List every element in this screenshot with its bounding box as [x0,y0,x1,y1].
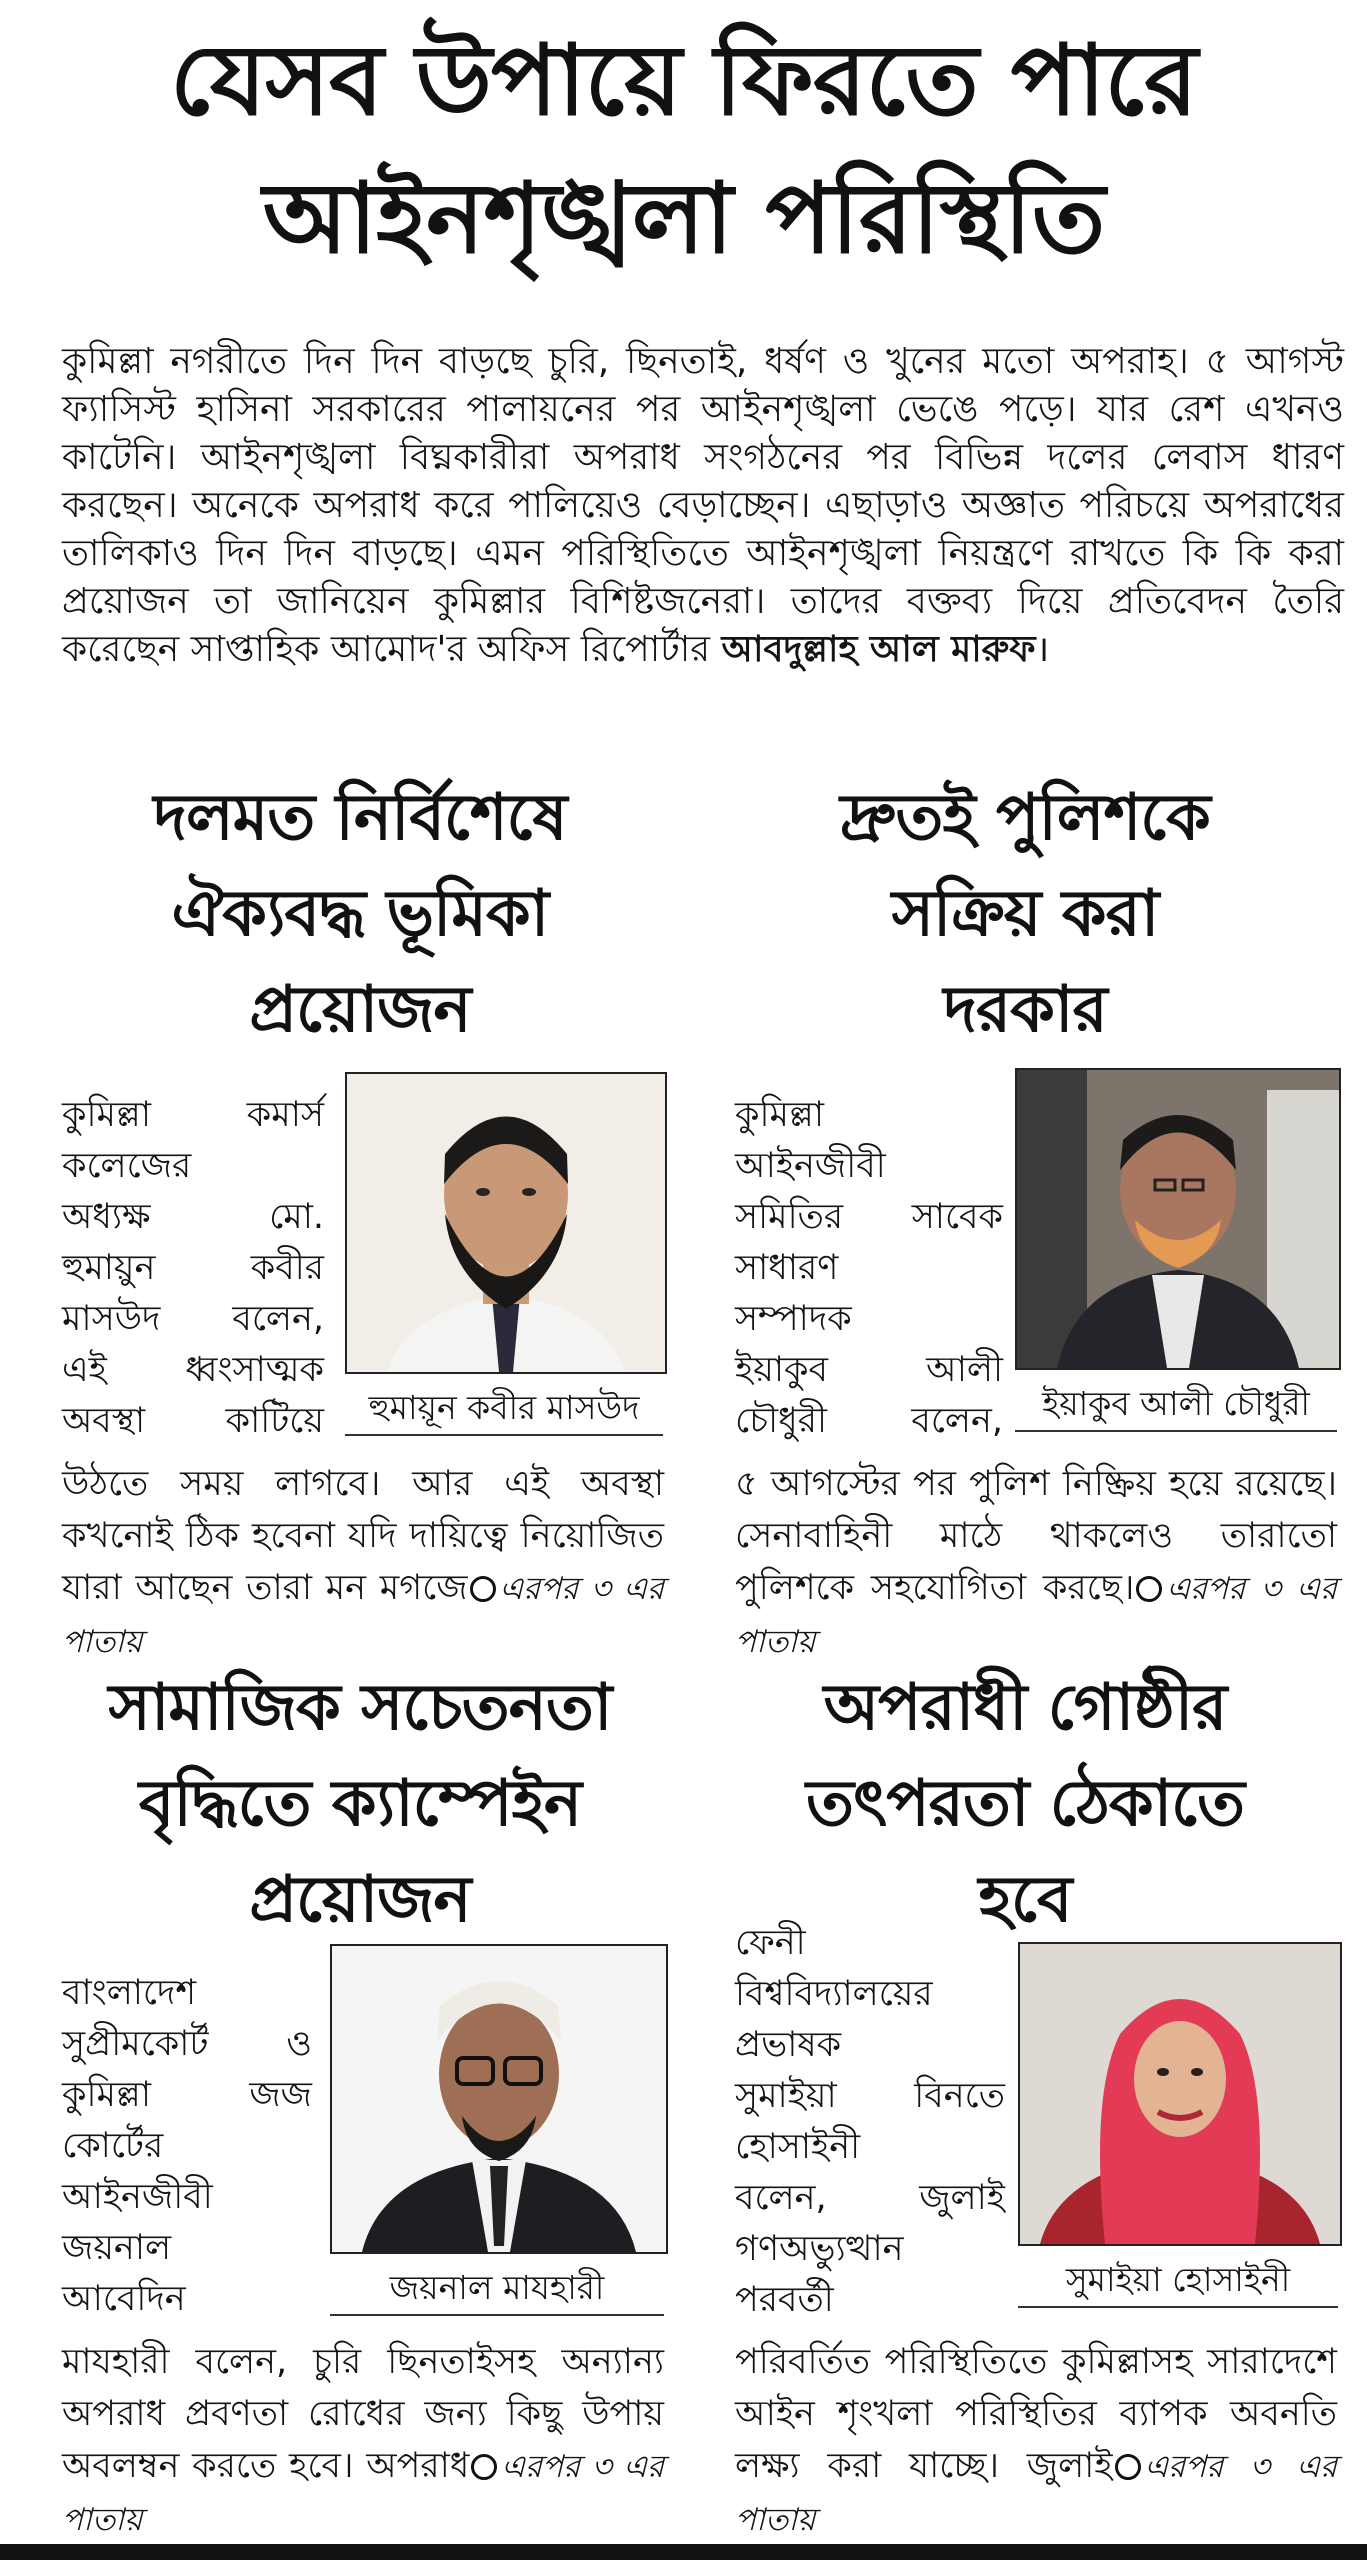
section-4-photo [1018,1942,1342,2246]
text-line: সমিতির সাবেক [735,1197,1003,1237]
section-1-title-line: দলমত নির্বিশেষে [153,781,567,855]
section-4-title-line: তৎপরতা ঠেকাতে [806,1767,1244,1841]
section-4-caption: সুমাইয়া হোসাইনী [1018,2260,1338,2308]
intro-end: । [1035,629,1050,670]
section-1-photo [345,1072,667,1374]
text-line: সুপ্রীমকোর্ট ও [62,2024,312,2064]
section-1-title-line: ঐক্যবদ্ধ ভূমিকা [171,877,549,951]
section-3-body-text: মাযহারী বলেন, চুরি ছিনতাইসহ অন্যান্য অপরাধ প্রবণতা রোধের জন্য কিছু উপায় অবলম্বন করতে হবে। অপরাধ [62,2342,664,2486]
section-4-body [735,2336,1337,2546]
text-line: কোর্টের [62,2126,164,2166]
text-line: এই ধ্বংসাত্মক [62,1350,324,1390]
headline-line-2: আইনশৃঙ্খলা পরিস্থিতি [262,162,1105,276]
text-line: সাধারণ [735,1248,839,1288]
section-4-body-text: পরিবর্তিত পরিস্থিতিতে কুমিল্লাসহ সারাদেশে আইন শৃংখলা পরিস্থিতির ব্যাপক অবনতি লক্ষ্য করা যাচ্ছে। জুলাই [735,2342,1337,2486]
section-2-body-text: ৫ আগস্টের পর পুলিশ নিষ্ক্রিয় হয়ে রয়েছে। সেনাবাহিনী মাঠে থাকলেও তারাতো পুলিশকে সহযোগিতা করছে। [735,1464,1337,1608]
section-3-body [62,2336,664,2546]
section-2-body [735,1458,1337,1668]
text-line: সম্পাদক [735,1299,852,1339]
text-line: ইয়াকুব আলী [735,1350,1003,1390]
section-3-narrow-text [62,1968,312,2325]
section-1-body-text: উঠতে সময় লাগবে। আর এই অবস্থা কখনোই ঠিক হবেনা যদি দায়িত্বে নিয়োজিত যারা আছেন তারা মন মগজে [62,1464,664,1608]
section-1-title-line: প্রয়োজন [249,973,471,1047]
portrait-image [332,1946,666,2252]
continued-circle-icon [470,1576,496,1602]
section-2-title-line: সক্রিয় করা [891,877,1159,951]
section-1-title [40,770,680,1058]
section-3-title-line: প্রয়োজন [249,1863,471,1937]
portrait-image [347,1074,665,1372]
headline-line-1: যেসব উপায়ে ফিরতে পারে [170,24,1197,138]
text-line: জয়নাল [62,2228,172,2268]
continued-circle-icon [1115,2454,1141,2480]
section-3-caption: জয়নাল মাযহারী [330,2268,664,2316]
text-line: হুমায়ুন কবীর [62,1248,324,1288]
text-line: প্রভাষক [735,2025,842,2065]
text-line: গণঅভ্যুত্থান [735,2229,904,2269]
text-line: সুমাইয়া বিনতে [735,2076,1005,2116]
text-line: বিশ্ববিদ্যালয়ের [735,1974,933,2014]
text-line: হোসাইনী [735,2127,861,2167]
section-1-continued[interactable]: এরপর ৩ এর পাতায় [62,1571,664,1660]
section-4-continued[interactable]: এরপর ৩ এর পাতায় [735,2449,1337,2538]
text-line: আবেদিন [62,2279,186,2319]
section-2-title-line: দ্রুতই পুলিশকে [840,781,1210,855]
section-3-title-line: বৃদ্ধিতে ক্যাম্পেইন [138,1767,582,1841]
section-2-caption: ইয়াকুব আলী চৌধুরী [1015,1384,1337,1432]
text-line: কুমিল্লা [735,1095,824,1135]
section-1-narrow-text [62,1090,324,1447]
bottom-rule [0,2544,1367,2560]
section-3-title-line: সামাজিক সচেতনতা [108,1671,612,1745]
section-1-body [62,1458,664,1668]
intro-text: কুমিল্লা নগরীতে দিন দিন বাড়ছে চুরি, ছিনতাই, ধর্ষণ ও খুনের মতো অপরাহ। ৫ আগস্ট ফ্যাসিস্ট হাসিনা সরকারের পালায়নের পর আইনশৃঙ্খলা ভেঙে পড়ে। যার রেশ এখনও কাটেনি। আইনশৃঙ্খলা বিঘ্নকারীরা অপরাধ সংগঠনের পর বিভিন্ন দলের লেবাস ধারণ করছেন। অনেকে অপরাধ করে পালিয়েও বেড়াচ্ছেন। এছাড়াও অজ্ঞাত পরিচয়ে অপরাধের তালিকাও দিন দিন বাড়ছে। এমন পরিস্থিতিতে আইনশৃঙ্খলা নিয়ন্ত্রণে রাখতে কি কি করা প্রয়োজন তা জানিয়েন কুমিল্লার বিশিষ্টজনেরা। তাদের বক্তব্য দিয়ে প্রতিবেদন তৈরি করেছেন সাপ্তাহিক আমোদ'র অফিস রিপোর্টার [62,341,1344,670]
section-2-narrow-text [735,1090,1003,1447]
text-line: ফেনী [735,1923,806,1963]
text-line: কুমিল্লা জজ [62,2075,312,2115]
continued-circle-icon [471,2454,497,2480]
portrait-image [1017,1070,1339,1368]
section-3-continued[interactable]: এরপর ৩ এর পাতায় [62,2449,664,2538]
section-4-title-line: হবে [978,1863,1072,1937]
section-3-title [30,1660,690,1948]
text-line: অবস্থা কাটিয়ে [62,1401,324,1441]
continued-circle-icon [1136,1576,1162,1602]
section-4-title-line: অপরাধী গোষ্ঠীর [823,1671,1227,1745]
portrait-image [1020,1944,1340,2244]
intro-paragraph [62,338,1344,674]
text-line: বলেন, জুলাই [735,2178,1005,2218]
section-3-photo [330,1944,668,2254]
text-line: কলেজের [62,1146,192,1186]
section-2-title [715,770,1335,1058]
section-4-title [715,1660,1335,1948]
section-2-continued[interactable]: এরপর ৩ এর পাতায় [735,1571,1337,1660]
text-line: পরবর্তী [735,2280,834,2320]
section-4-narrow-text [735,1918,1005,2326]
section-2-title-line: দরকার [943,973,1107,1047]
text-line: মাসউদ বলেন, [62,1299,324,1339]
text-line: বাংলাদেশ [62,1973,197,2013]
text-line: চৌধুরী বলেন, [735,1401,1003,1441]
text-line: আইনজীবী [735,1146,886,1186]
text-line: অধ্যক্ষ মো. [62,1197,324,1237]
section-1-caption: হুমায়ূন কবীর মাসউদ [345,1388,663,1436]
intro-author: আবদুল্লাহ আল মারুফ [721,629,1036,670]
text-line: কুমিল্লা কমার্স [62,1095,324,1135]
section-2-photo [1015,1068,1341,1370]
text-line: আইনজীবী [62,2177,213,2217]
